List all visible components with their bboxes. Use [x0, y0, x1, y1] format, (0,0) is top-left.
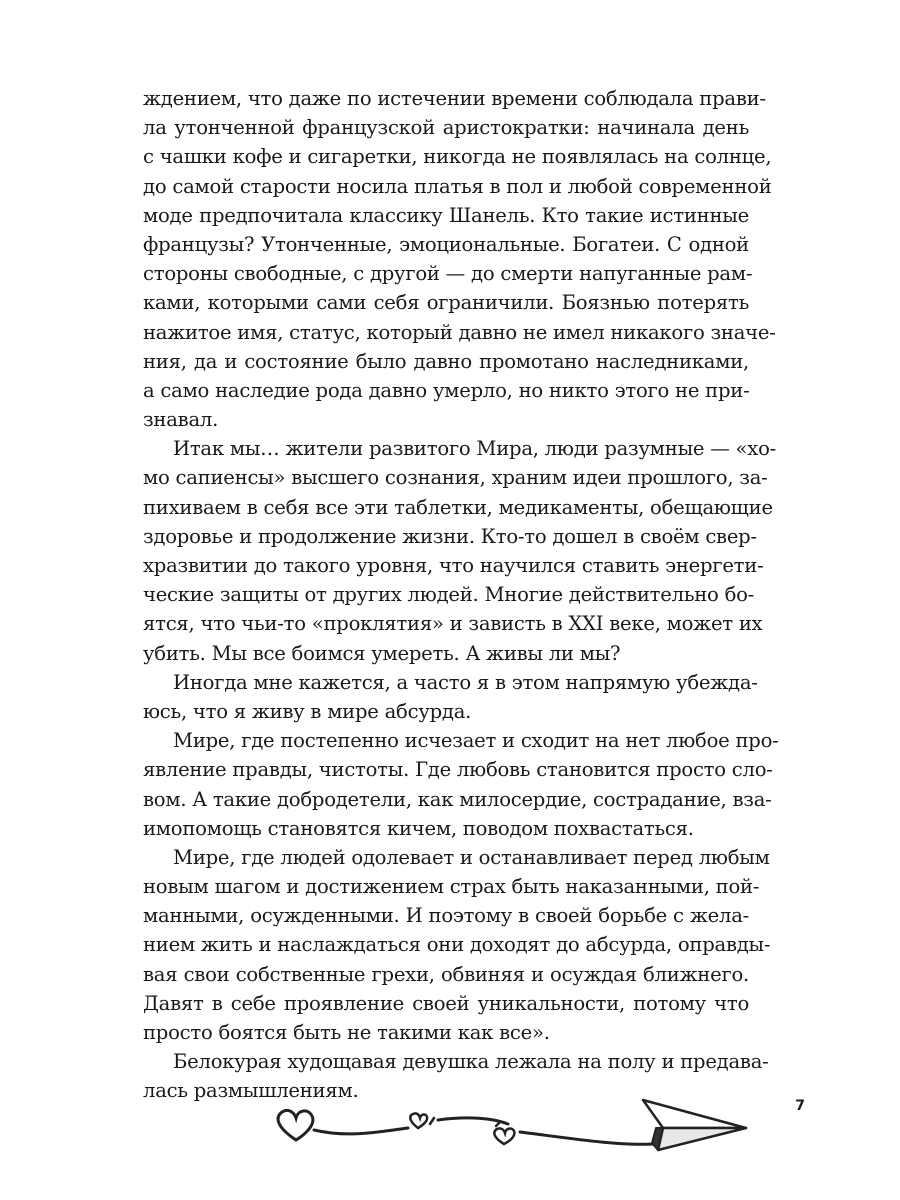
text-line: Мире, где людей одолевает и останавливает перед любым: [173, 845, 770, 869]
text-line: Иногда мне кажется, а часто я в этом напрямую убежда-: [173, 670, 758, 694]
text-line: стороны свободные, с другой — до смерти напуганные рам-: [143, 262, 753, 286]
text-line: Итак мы… жители развитого Мира, люди разумные — «хо-: [173, 437, 777, 461]
dash-mark: [496, 1122, 500, 1126]
text-line: ятся, что чьи-то «проклятия» и зависть в XXI веке, может их: [143, 612, 763, 636]
text-line: просто боятся быть не такими как все».: [143, 1021, 550, 1044]
text-line: здоровье и продолжение жизни. Кто-то дошел в своём свер-: [143, 524, 757, 548]
text-line: хразвитии до такого уровня, что научился ставить энергети-: [143, 554, 764, 577]
text-line: имопомощь становятся кичем, поводом похвастаться.: [143, 816, 694, 840]
text-line: ния, да и состояние было давно промотано наследниками,: [143, 349, 749, 373]
dash-mark: [430, 1118, 434, 1124]
text-line: ками, которыми сами себя ограничили. Боязнью потерять: [143, 291, 749, 315]
text-line: мо сапиенсы» высшего сознания, храним идеи прошлого, за-: [143, 466, 768, 490]
swirl-line: [520, 1132, 653, 1144]
text-line: французы? Утонченные, эмоциональные. Богатеи. С одной: [143, 232, 749, 256]
text-line: до самой старости носила платья в пол и любой современной: [143, 174, 772, 198]
text-line: явление правды, чистоты. Где любовь становится просто сло-: [143, 758, 773, 782]
heart-icon: [278, 1110, 313, 1140]
text-line: нием жить и наслаждаться они доходят до абсурда, оправды-: [143, 933, 771, 957]
text-line: вая свои собственные грехи, обвиняя и осуждая ближнего.: [143, 962, 749, 986]
text-line: моде предпочитала классику Шанель. Кто такие истинные: [143, 203, 749, 227]
text-line: юсь, что я живу в мире абсурда.: [143, 699, 472, 723]
hearts-paper-plane-ornament: [268, 1088, 778, 1168]
text-line: убить. Мы все боимся умереть. А живы ли мы?: [143, 641, 621, 665]
text-line: Давят в себе проявление своей уникальности, потому что: [143, 991, 749, 1015]
text-line: ла утонченной французской аристократки: начинала день: [143, 116, 749, 140]
text-line: Мире, где постепенно исчезает и сходит на нет любое про-: [173, 729, 779, 753]
text-line: Белокурая худощавая девушка лежала на полу и предава-: [173, 1050, 769, 1074]
paper-plane-icon: [643, 1100, 746, 1150]
text-line: с чашки кофе и сигаретки, никогда не появлялась на солнце,: [143, 145, 772, 169]
text-line: а само наследие рода давно умерло, но никто этого не при-: [143, 378, 750, 402]
text-line: лась размышлениям.: [143, 1079, 359, 1103]
text-line: ческие защиты от других людей. Многие действительно бо-: [143, 583, 755, 607]
page-number: 7: [795, 1098, 805, 1114]
swirl-line: [314, 1128, 408, 1134]
body-text: [143, 84, 779, 1106]
text-line: ждением, что даже по истечении времени соблюдала прави-: [143, 87, 766, 110]
text-line: новым шагом и достижением страх быть наказанными, пой-: [143, 875, 760, 899]
text-line: вом. А такие добродетели, как милосердие, сострадание, вза-: [143, 787, 772, 811]
text-line: пихиваем в себя все эти таблетки, медикаменты, обещающие: [143, 495, 773, 519]
small-heart-icon: [410, 1113, 427, 1128]
text-line: знавал.: [143, 408, 219, 432]
text-line: манными, осужденными. И поэтому в своей борьбе с жела-: [143, 904, 749, 928]
small-heart-icon: [494, 1128, 514, 1144]
text-line: нажитое имя, статус, который давно не имел никакого значе-: [143, 320, 776, 344]
